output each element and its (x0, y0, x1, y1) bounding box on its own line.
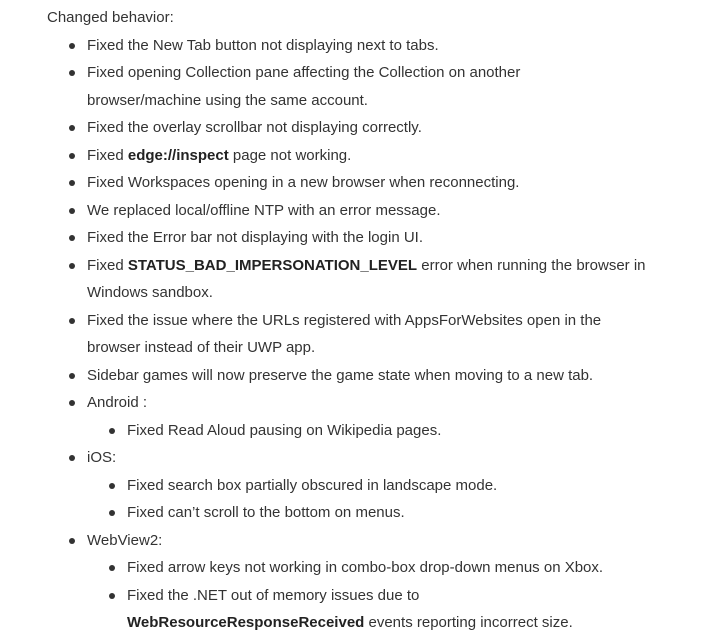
bullet-icon (69, 538, 75, 544)
list-item: Sidebar games will now preserve the game state when moving to a new tab. (47, 362, 646, 390)
list-item: Fixed STATUS_BAD_IMPERSONATION_LEVEL error when running the browser in (47, 252, 646, 280)
list-item-continuation: Windows sandbox. (87, 284, 213, 301)
list-item: Fixed opening Collection pane affecting the Collection on another (47, 59, 646, 87)
bullet-icon (69, 235, 75, 241)
sub-list-item: Fixed the .NET out of memory issues due to (47, 582, 646, 610)
bullet-icon (69, 318, 75, 324)
list-item-android: Android : (47, 389, 646, 417)
bullet-icon (69, 208, 75, 214)
section-heading: Changed behavior: (47, 9, 174, 26)
bullet-icon (69, 373, 75, 379)
list-item-ios: iOS: (47, 444, 646, 472)
bullet-icon (69, 455, 75, 461)
bullet-icon (109, 483, 115, 489)
sub-list-item: Fixed arrow keys not working in combo-box drop-down menus on Xbox. (47, 554, 646, 582)
sub-list-item: Fixed can’t scroll to the bottom on menus. (47, 499, 646, 527)
bullet-icon (109, 510, 115, 516)
bullet-icon (69, 263, 75, 269)
list-item: Fixed the issue where the URLs registered with AppsForWebsites open in the (47, 307, 646, 335)
list-item-webview2: WebView2: (47, 527, 646, 555)
bullet-icon (69, 43, 75, 49)
bullet-icon (109, 593, 115, 599)
list-item: Fixed edge://inspect page not working. (47, 142, 646, 170)
list-item: Fixed the Error bar not displaying with the login UI. (47, 224, 646, 252)
list-item: We replaced local/offline NTP with an error message. (47, 197, 646, 225)
bullet-icon (69, 153, 75, 159)
bullet-icon (69, 400, 75, 406)
list-item: Fixed the overlay scrollbar not displaying correctly. (47, 114, 646, 142)
release-notes (47, 4, 646, 637)
sub-list-item-continuation: WebResourceResponseReceived events reporting incorrect size. (127, 614, 573, 631)
list-item: Fixed the New Tab button not displaying next to tabs. (47, 32, 646, 60)
list-item-continuation: browser/machine using the same account. (87, 91, 368, 109)
bullet-icon (69, 70, 75, 76)
list-item: Fixed Workspaces opening in a new browser when reconnecting. (47, 169, 646, 197)
bullet-icon (69, 180, 75, 186)
sub-list-item: Fixed search box partially obscured in landscape mode. (47, 472, 646, 500)
bullet-icon (109, 565, 115, 571)
bullet-icon (69, 125, 75, 131)
sub-list-item: Fixed Read Aloud pausing on Wikipedia pages. (47, 417, 646, 445)
bullet-icon (109, 428, 115, 434)
list-item-continuation: browser instead of their UWP app. (87, 339, 316, 356)
